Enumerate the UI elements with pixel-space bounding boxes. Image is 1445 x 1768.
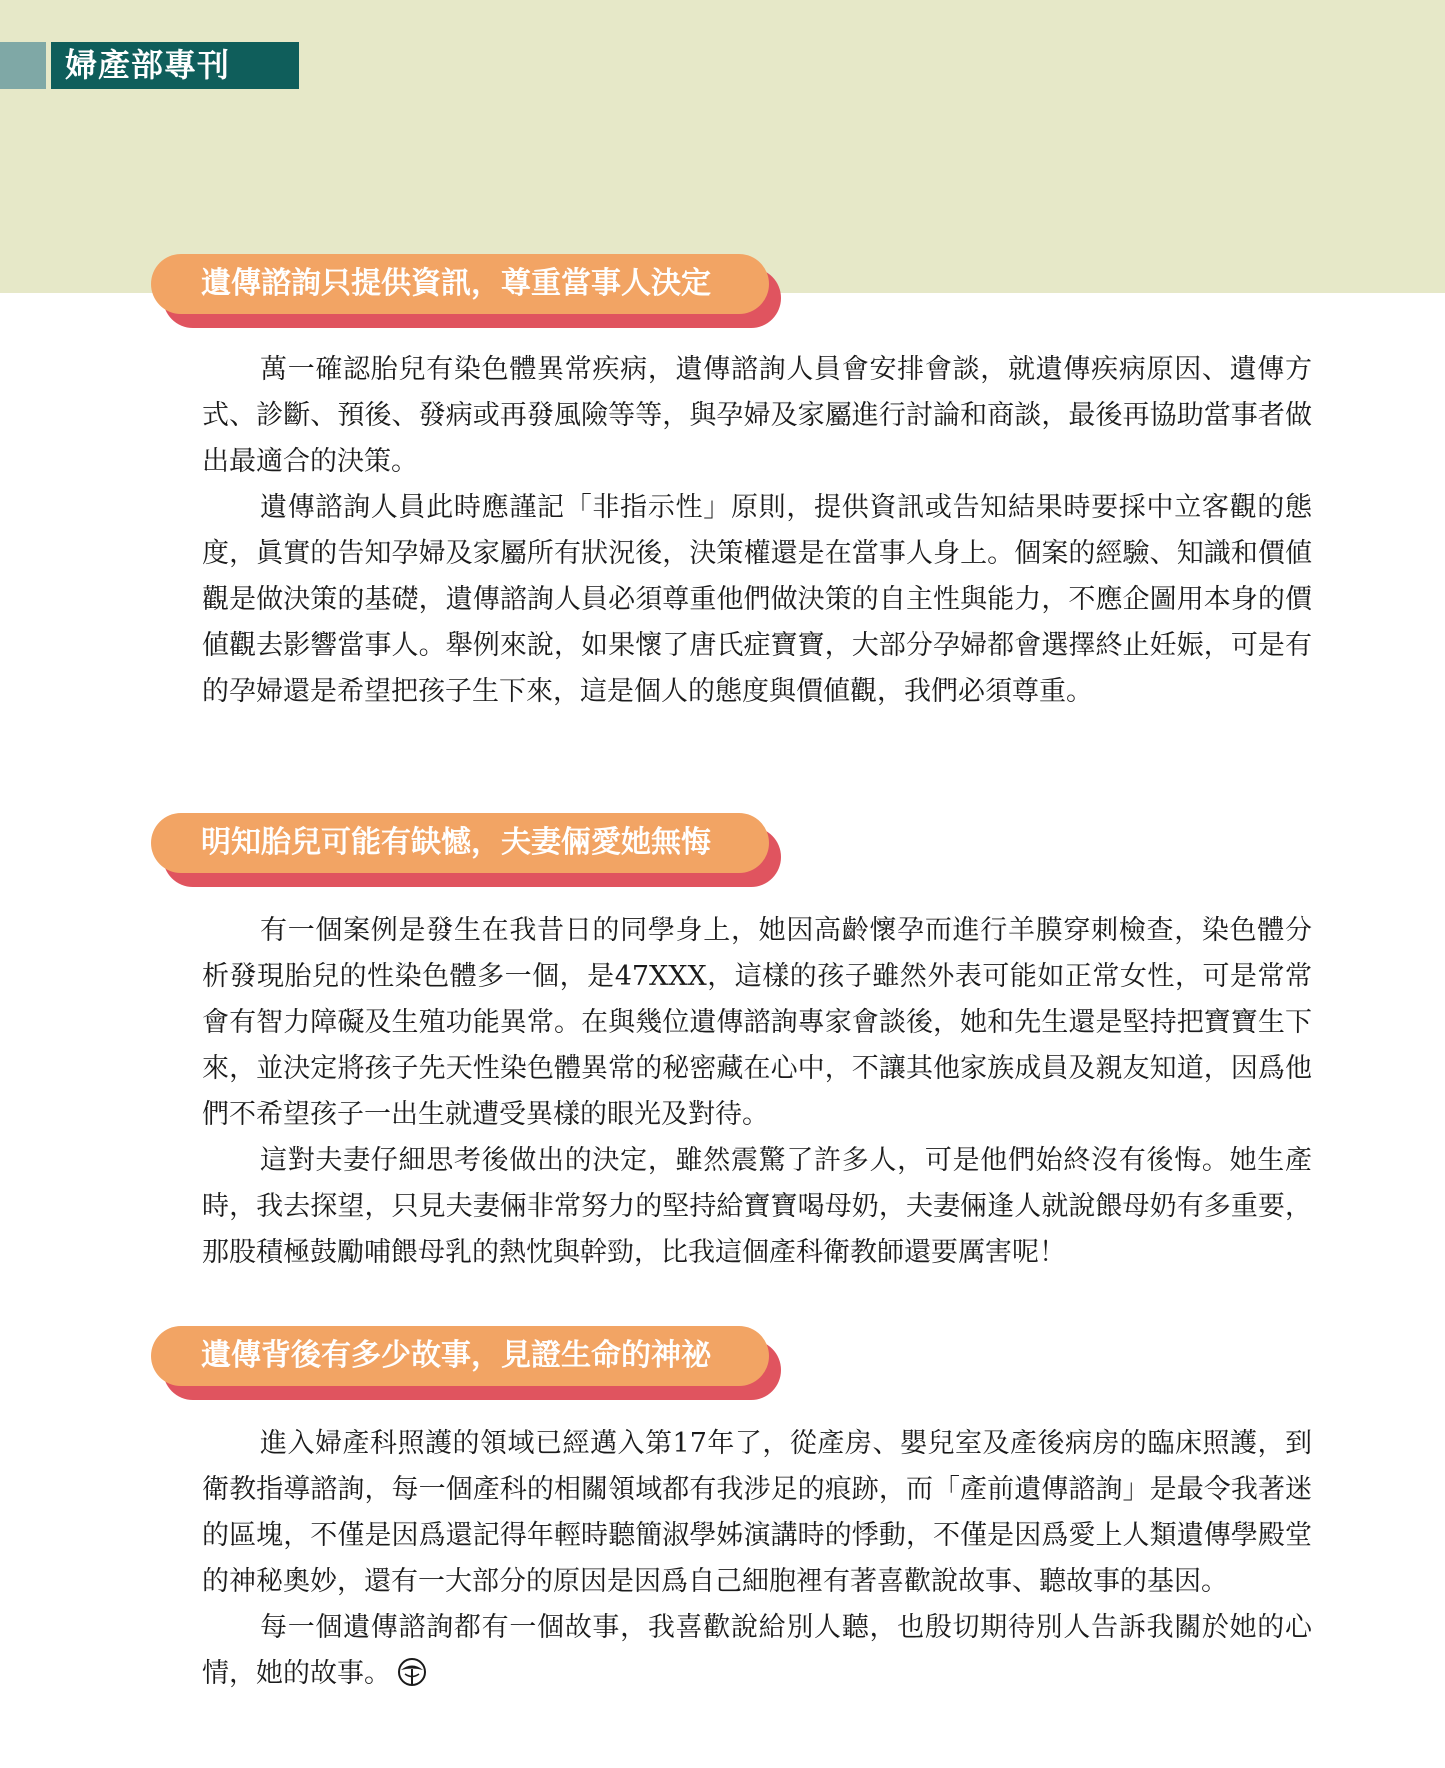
section-body-3 — [202, 1421, 1312, 1697]
paragraph-text: 每一個遺傳諮詢都有一個故事，我喜歡說給別人聽，也殷切期待別人告訴我關於她的心情，她的故事。 — [202, 1612, 1312, 1689]
paragraph: 這對夫妻仔細思考後做出的決定，雖然震驚了許多人，可是他們始終沒有後悔。她生產時，我去探望，只見夫妻倆非常努力的堅持給寶寶喝母奶，夫妻倆逢人就說餵母奶有多重要，那股積極鼓勵哺餵母乳的熱忱與幹勁，比我這個產科衛教師還要厲害呢！ — [202, 1145, 1312, 1268]
section-heading-3 — [151, 1326, 781, 1402]
heading-text: 明知胎兒可能有缺憾，夫妻倆愛她無悔 — [151, 813, 769, 873]
publication-title: 婦產部專刊 — [51, 42, 299, 89]
paragraph-last — [202, 1605, 1312, 1697]
section-body-1 — [202, 347, 1312, 715]
paragraph: 遺傳諮詢人員此時應謹記「非指示性」原則，提供資訊或告知結果時要採中立客觀的態度，眞實的告知孕婦及家屬所有狀況後，決策權還是在當事人身上。個案的經驗、知識和價値觀是做決策的基礎，遺傳諮詢人員必須尊重他們做決策的自主性與能力，不應企圖用本身的價値觀去影響當事人。舉例來說，如果懷了唐氏症寶寶，大部分孕婦都會選擇終止妊娠，可是有的孕婦還是希望把孩子生下來，這是個人的態度與價値觀，我們必須尊重。 — [202, 492, 1312, 707]
paragraph: 進入婦產科照護的領域已經邁入第17年了，從產房、嬰兒室及產後病房的臨床照護，到衛教指導諮詢，每一個產科的相關領域都有我涉足的痕跡，而「產前遺傳諮詢」是最令我著迷的區塊，不僅是因爲還記得年輕時聽簡淑學姊演講時的悸動，不僅是因爲愛上人類遺傳學殿堂的神秘奧妙，還有一大部分的原因是因爲自己細胞裡有著喜歡說故事、聽故事的基因。 — [202, 1428, 1312, 1597]
section-heading-1 — [151, 254, 781, 330]
paragraph: 萬一確認胎兒有染色體異常疾病，遺傳諮詢人員會安排會談，就遺傳疾病原因、遺傳方式、診斷、預後、發病或再發風險等等，與孕婦及家屬進行討論和商談，最後再協助當事者做出最適合的決策。 — [202, 354, 1312, 477]
heading-text: 遺傳諮詢只提供資訊，尊重當事人決定 — [151, 254, 769, 314]
header-tab-marker — [0, 42, 46, 89]
paragraph: 有一個案例是發生在我昔日的同學身上，她因高齡懷孕而進行羊膜穿刺檢查，染色體分析發現胎兒的性染色體多一個，是47XXX，這樣的孩子雖然外表可能如正常女性，可是常常會有智力障礙及生殖功能異常。在與幾位遺傳諮詢專家會談後，她和先生還是堅持把寶寶生下來，並決定將孩子先天性染色體異常的秘密藏在心中，不讓其他家族成員及親友知道，因爲他們不希望孩子一出生就遭受異樣的眼光及對待。 — [202, 915, 1312, 1130]
end-mark-icon — [397, 1657, 427, 1687]
section-body-2 — [202, 908, 1312, 1276]
section-heading-2 — [151, 813, 781, 889]
heading-text: 遺傳背後有多少故事，見證生命的神祕 — [151, 1326, 769, 1386]
